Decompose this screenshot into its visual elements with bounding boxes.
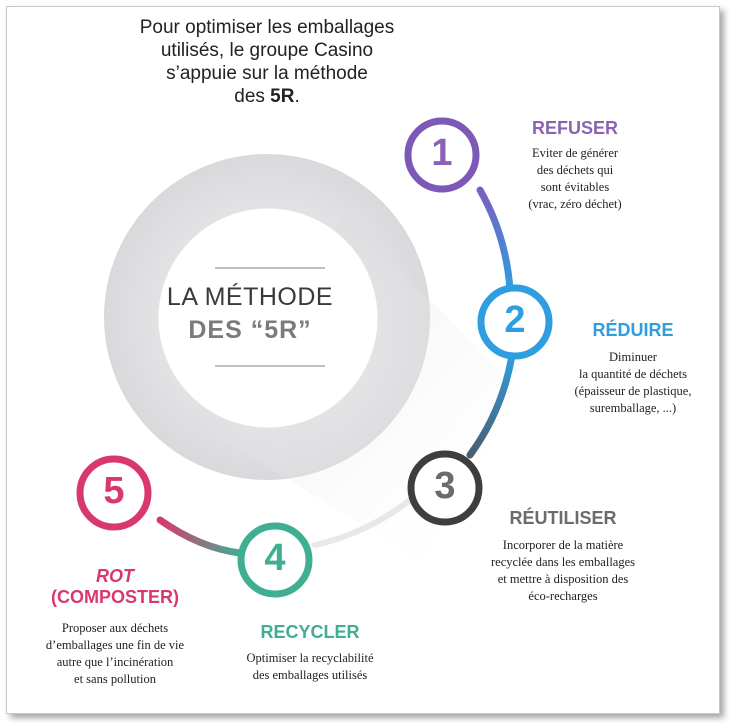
- step-5-desc-line: autre que l’incinération: [56, 655, 174, 669]
- intro-line-1: Pour optimiser les emballages: [139, 17, 395, 38]
- step-3-title: RÉUTILISER: [509, 508, 617, 528]
- step-5-desc-line: d’emballages une fin de vie: [45, 638, 185, 652]
- step-3-desc-line: Incorporer de la matière: [502, 538, 624, 552]
- step-1-desc-line: des déchets qui: [536, 163, 614, 177]
- step-4-desc-line: des emballages utilisés: [252, 668, 368, 682]
- step-3-desc-line: et mettre à disposition des: [497, 572, 629, 586]
- connector-4-5: [160, 520, 240, 553]
- step-2-number: 2: [504, 299, 526, 341]
- step-5-number: 5: [103, 470, 125, 512]
- step-2-desc-line: Diminuer: [609, 350, 657, 364]
- step-5-desc-line: et sans pollution: [74, 672, 156, 686]
- step-5-title-line-2: (COMPOSTER): [51, 587, 179, 607]
- step-2-title: RÉDUIRE: [592, 320, 674, 340]
- step-4-desc-line: Optimiser la recyclabilité: [246, 651, 374, 665]
- step-3-number: 3: [434, 465, 456, 507]
- intro-line-4: [112, 85, 422, 108]
- step-3-desc-line: recyclée dans les emballages: [490, 555, 636, 569]
- intro-text: [112, 16, 422, 108]
- step-2-desc-line: suremballage, ...): [589, 401, 677, 415]
- intro-line-2: utilisés, le groupe Casino: [160, 40, 374, 61]
- intro-line-4-suffix: .: [294, 86, 300, 107]
- center-title: [150, 283, 350, 345]
- step-1-title: REFUSER: [531, 118, 618, 138]
- step-1-desc-line: (vrac, zéro déchet): [528, 197, 622, 211]
- center-title-line-2: DES “5R”: [188, 316, 312, 344]
- step-5-title-line-1: ROT: [96, 566, 134, 586]
- step-3-desc-line: éco-recharges: [528, 589, 598, 603]
- step-4-title: RECYCLER: [260, 622, 360, 642]
- intro-line-4-prefix: des: [234, 86, 271, 107]
- center-title-line-1: LA MÉTHODE: [166, 283, 334, 311]
- step-3-description: [468, 537, 658, 605]
- step-1-desc-line: Eviter de générer: [531, 146, 619, 160]
- step-2-description: [543, 349, 723, 417]
- step-2-desc-line: la quantité de déchets: [579, 367, 687, 381]
- step-4-number: 4: [264, 537, 286, 579]
- step-2-desc-line: (épaisseur de plastique,: [574, 384, 692, 398]
- intro-line-4-strong: 5R: [270, 86, 295, 107]
- step-5-title: [40, 566, 190, 608]
- intro-line-3: s’appuie sur la méthode: [166, 63, 368, 84]
- step-5-desc-line: Proposer aux déchets: [61, 621, 169, 635]
- step-4-description: [225, 650, 395, 684]
- step-1-description: [490, 145, 660, 213]
- step-1-number: 1: [431, 132, 453, 174]
- step-1-desc-line: sont évitables: [540, 180, 610, 194]
- step-5-description: [20, 620, 210, 688]
